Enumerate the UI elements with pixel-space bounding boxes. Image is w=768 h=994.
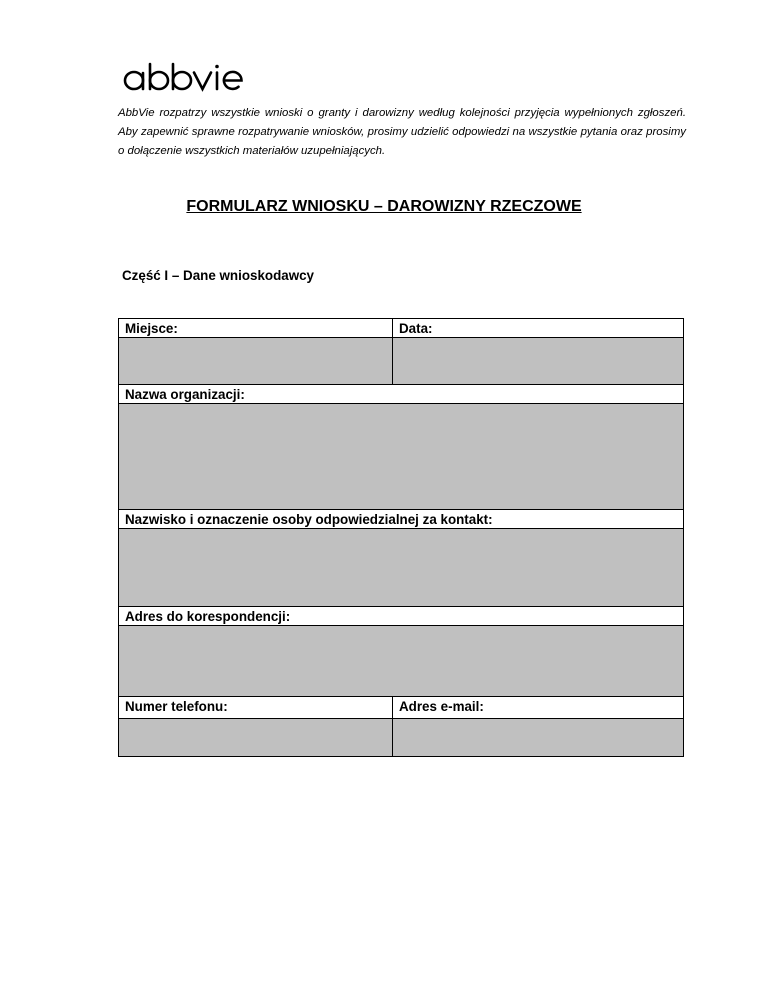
organization-label-cell	[119, 385, 683, 403]
place-date-input-row	[119, 338, 683, 385]
address-field[interactable]	[119, 626, 683, 697]
place-label: Miejsce:	[125, 321, 178, 336]
place-field[interactable]	[119, 338, 393, 384]
address-label-row	[119, 607, 683, 626]
email-label: Adres e-mail:	[399, 699, 484, 714]
abbvie-logo	[122, 62, 256, 92]
phone-email-label-row	[119, 697, 683, 719]
organization-label: Nazwa organizacji:	[125, 387, 245, 402]
section-title: Część I – Dane wnioskodawcy	[122, 268, 315, 283]
phone-email-input-row	[119, 719, 683, 756]
abbvie-logo-wordmark	[122, 62, 256, 92]
date-label: Data:	[399, 321, 433, 336]
address-label-cell	[119, 607, 683, 625]
intro-text: AbbVie rozpatrzy wszystkie wnioski o granty i darowizny według kolejności przyjęcia wypełnionych zgłoszeń. Aby zapewnić sprawne rozpatrywanie wniosków, prosimy udzielić odpowiedzi na wszystkie pytania oraz prosimy o dołączenie wszystkich materiałów uzupełniających.	[118, 107, 686, 157]
phone-label-cell	[119, 697, 393, 718]
form-title: FORMULARZ WNIOSKU – DAROWIZNY RZECZOWE	[186, 198, 582, 215]
date-label-cell	[393, 319, 683, 337]
email-field[interactable]	[393, 719, 683, 756]
place-date-label-row	[119, 319, 683, 338]
address-label: Adres do korespondencji:	[125, 609, 291, 624]
phone-label: Numer telefonu:	[125, 699, 228, 714]
contact-person-label-cell	[119, 510, 683, 528]
applicant-form-table	[118, 318, 684, 757]
phone-field[interactable]	[119, 719, 393, 756]
organization-field[interactable]	[119, 404, 683, 510]
contact-person-label-row	[119, 510, 683, 529]
date-field[interactable]	[393, 338, 683, 384]
place-label-cell	[119, 319, 393, 337]
contact-person-field[interactable]	[119, 529, 683, 607]
organization-label-row	[119, 385, 683, 404]
email-label-cell	[393, 697, 683, 718]
contact-person-label: Nazwisko i oznaczenie osoby odpowiedzialnej za kontakt:	[125, 512, 493, 527]
